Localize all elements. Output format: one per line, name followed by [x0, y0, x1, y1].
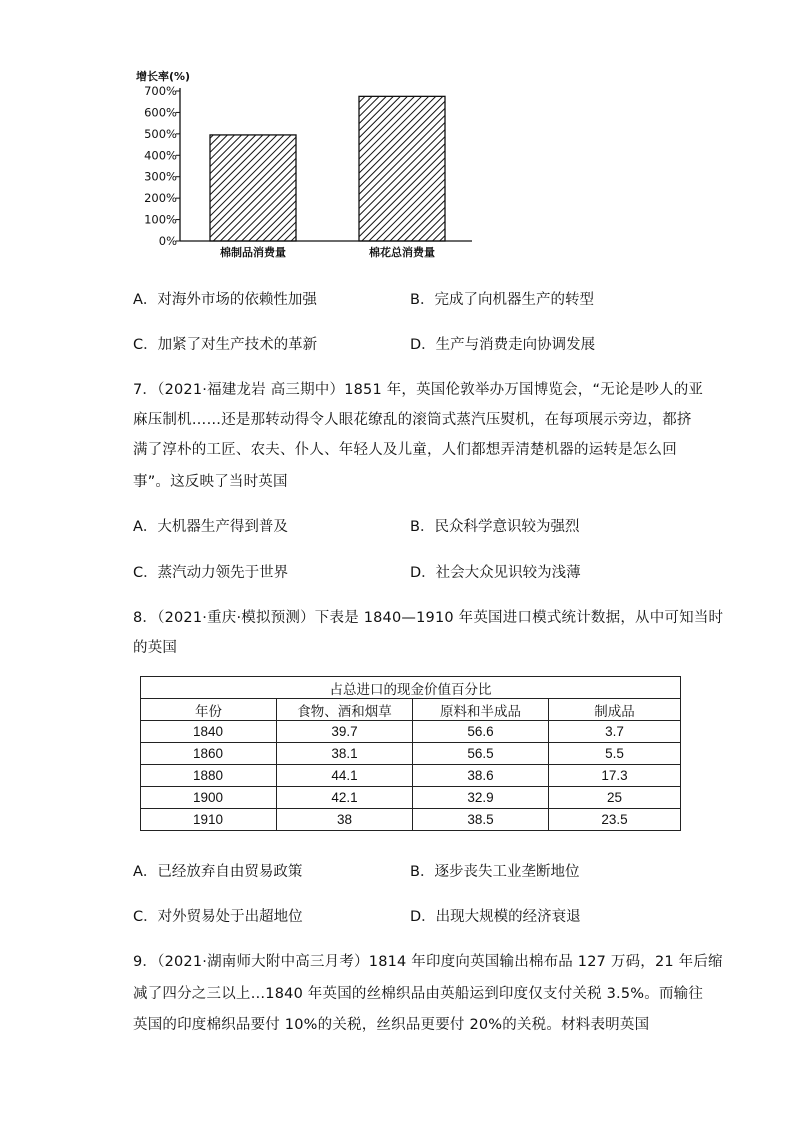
q7-stem-line-2: 麻压制机……还是那转动得令人眼花缭乱的滚筒式蒸汽压熨机，在每项展示旁边，都挤 [133, 412, 692, 428]
q8-stem-line-1: 8．（2021·重庆·模拟预测）下表是 1840—1910 年英国进口模式统计数据，从中可知当时 [133, 610, 724, 626]
table-cell: 5.5 [549, 743, 681, 765]
table-cell: 38.6 [413, 765, 549, 787]
table-cell: 56.5 [413, 743, 549, 765]
table-row [141, 765, 681, 787]
y-axis-label: 增长率(%) [136, 70, 191, 83]
table-cell: 1860 [141, 743, 277, 765]
table-cell: 32.9 [413, 787, 549, 809]
bar-2 [359, 96, 445, 241]
y-tick-label: 400% [144, 148, 177, 163]
q7-option-b[interactable]: B．民众科学意识较为强烈 [410, 519, 580, 535]
table-row [141, 721, 681, 743]
table-cell: 38.1 [277, 743, 413, 765]
table-cell: 1880 [141, 765, 277, 787]
table-cell: 56.6 [413, 721, 549, 743]
y-tick-label: 200% [144, 191, 177, 206]
bar-1 [210, 135, 296, 241]
table-row [141, 809, 681, 831]
y-tick-label: 600% [144, 105, 177, 120]
table-cell: 38 [277, 809, 413, 831]
q6-option-b[interactable]: B．完成了向机器生产的转型 [410, 292, 594, 308]
q8-option-c[interactable]: C．对外贸易处于出超地位 [133, 909, 303, 925]
q7-option-c[interactable]: C．蒸汽动力领先于世界 [133, 565, 289, 581]
x-category-label: 棉制品消费量 [220, 246, 286, 259]
table-caption: 占总进口的现金价值百分比 [141, 677, 681, 699]
y-tick-label: 700% [144, 84, 177, 98]
growth-rate-bar-chart [130, 62, 490, 272]
table-caption-row [141, 677, 681, 699]
q6-option-d[interactable]: D．生产与消费走向协调发展 [410, 337, 596, 353]
q6-option-a[interactable]: A．对海外市场的依赖性加强 [133, 292, 317, 308]
q9-stem-line-1: 9．（2021·湖南师大附中高三月考）1814 年印度向英国输出棉布品 127 万码，21 年后缩 [133, 954, 723, 970]
x-category-label: 棉花总消费量 [369, 246, 435, 259]
table-cell: 1910 [141, 809, 277, 831]
table-cell: 3.7 [549, 721, 681, 743]
table-cell: 17.3 [549, 765, 681, 787]
table-cell: 25 [549, 787, 681, 809]
q7-stem-line-3: 满了淳朴的工匠、农夫、仆人、年轻人及儿童，人们都想弄清楚机器的运转是怎么回 [133, 442, 677, 458]
y-tick-label: 300% [144, 169, 177, 184]
q9-stem-line-2: 减了四分之三以上…1840 年英国的丝棉织品由英船运到印度仅支付关税 3.5%。而输往 [133, 986, 704, 1002]
y-tick-label: 0% [158, 234, 177, 248]
table-cell: 39.7 [277, 721, 413, 743]
q9-stem-line-3: 英国的印度棉织品要付 10%的关税，丝织品更要付 20%的关税。材料表明英国 [133, 1017, 650, 1033]
q6-option-c[interactable]: C．加紧了对生产技术的革新 [133, 337, 318, 353]
table-cell: 38.5 [413, 809, 549, 831]
table-cell: 1840 [141, 721, 277, 743]
table-row [141, 743, 681, 765]
q8-option-a[interactable]: A．已经放弃自由贸易政策 [133, 864, 303, 880]
q7-stem-line-4: 事”。这反映了当时英国 [133, 474, 288, 490]
table-header-row [141, 699, 681, 721]
table-header-cell: 年份 [141, 699, 277, 721]
table-header-cell: 制成品 [549, 699, 681, 721]
q8-stem-line-2: 的英国 [133, 640, 178, 656]
q8-option-b[interactable]: B．逐步丧失工业垄断地位 [410, 864, 580, 880]
q7-option-d[interactable]: D．社会大众见识较为浅薄 [410, 565, 581, 581]
y-tick-label: 500% [144, 126, 177, 141]
table-cell: 23.5 [549, 809, 681, 831]
table-header-cell: 原料和半成品 [413, 699, 549, 721]
import-statistics-table [140, 676, 681, 831]
q8-option-d[interactable]: D．出现大规模的经济衰退 [410, 909, 581, 925]
table-row [141, 787, 681, 809]
table-cell: 44.1 [277, 765, 413, 787]
q7-option-a[interactable]: A．大机器生产得到普及 [133, 519, 288, 535]
y-tick-label: 100% [144, 212, 177, 227]
table-cell: 1900 [141, 787, 277, 809]
q7-stem-line-1: 7．（2021·福建龙岩 高三期中）1851 年，英国伦敦举办万国博览会，“无论是吵人的亚 [133, 382, 704, 398]
table-header-cell: 食物、酒和烟草 [277, 699, 413, 721]
table-cell: 42.1 [277, 787, 413, 809]
